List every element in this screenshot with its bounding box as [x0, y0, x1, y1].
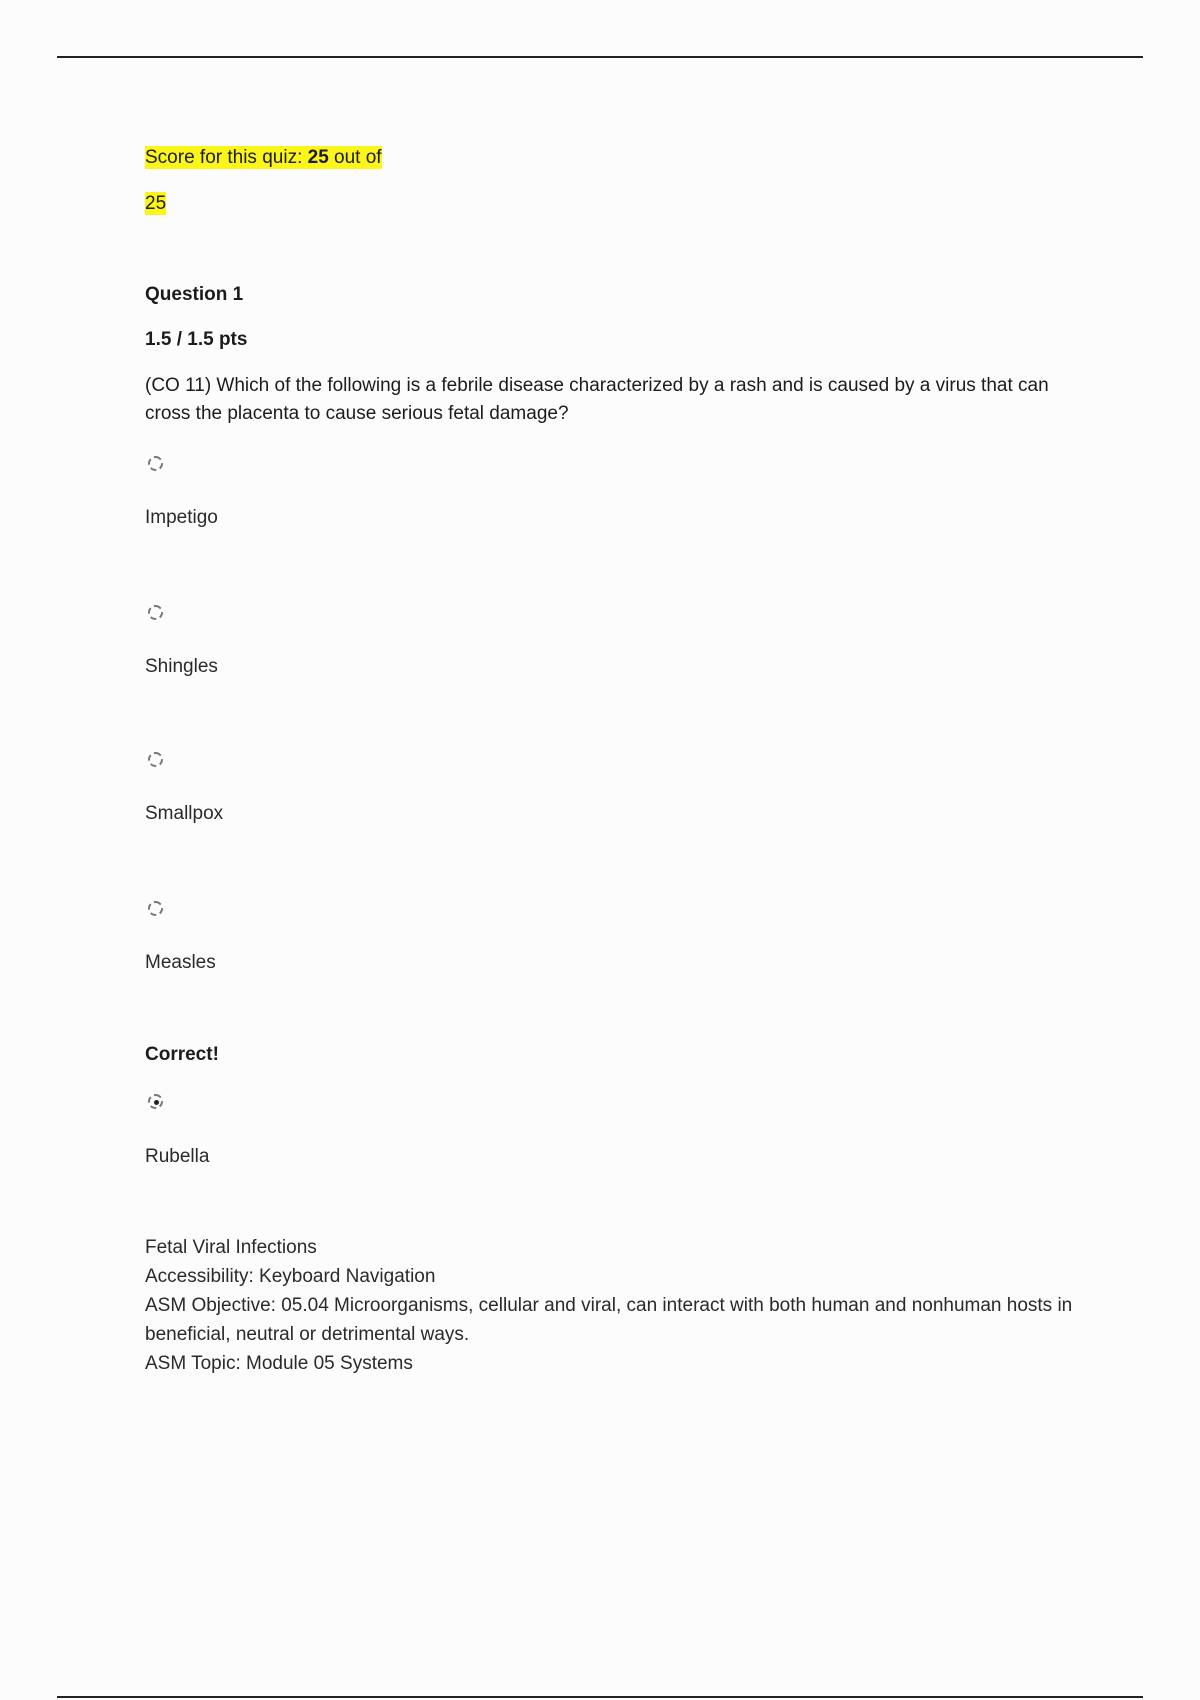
score-total: 25 — [145, 193, 167, 214]
answer-radio-shingles[interactable] — [148, 605, 163, 620]
score-out-of: out of — [328, 147, 382, 168]
metadata-objective: ASM Objective: 05.04 Microorganisms, cellular and viral, can interact with both human and nonhuman hosts in beneficial, neutral or detrimental ways. — [145, 1295, 1073, 1345]
question-text: (CO 11) Which of the following is a febrile disease characterized by a rash and is caused by a virus that can cross the placenta to cause serious fetal damage? — [145, 375, 1049, 424]
radio-selected-dot — [154, 1100, 159, 1105]
footer-rule — [57, 1696, 1143, 1698]
metadata-topic: Fetal Viral Infections — [145, 1237, 317, 1258]
answer-label-impetigo: Impetigo — [145, 507, 218, 528]
score-label: Score for this quiz: — [145, 147, 308, 168]
score-total-line — [145, 191, 166, 217]
metadata-asm-topic: ASM Topic: Module 05 Systems — [145, 1353, 413, 1374]
correct-indicator: Correct! — [145, 1044, 219, 1065]
metadata-accessibility: Accessibility: Keyboard Navigation — [145, 1266, 436, 1287]
answer-label-rubella: Rubella — [145, 1146, 210, 1167]
answer-radio-impetigo[interactable] — [148, 456, 163, 471]
question-metadata — [145, 1233, 1105, 1378]
header-rule — [57, 56, 1143, 58]
question-points: 1.5 / 1.5 pts — [145, 329, 248, 350]
answer-radio-smallpox[interactable] — [148, 752, 163, 767]
answer-label-measles: Measles — [145, 952, 216, 973]
answer-radio-measles[interactable] — [148, 901, 163, 916]
answer-label-shingles: Shingles — [145, 656, 218, 677]
score-line — [145, 145, 382, 171]
question-title: Question 1 — [145, 284, 244, 305]
answer-radio-rubella[interactable] — [148, 1094, 163, 1109]
score-value: 25 — [307, 147, 329, 168]
answer-label-smallpox: Smallpox — [145, 803, 224, 824]
